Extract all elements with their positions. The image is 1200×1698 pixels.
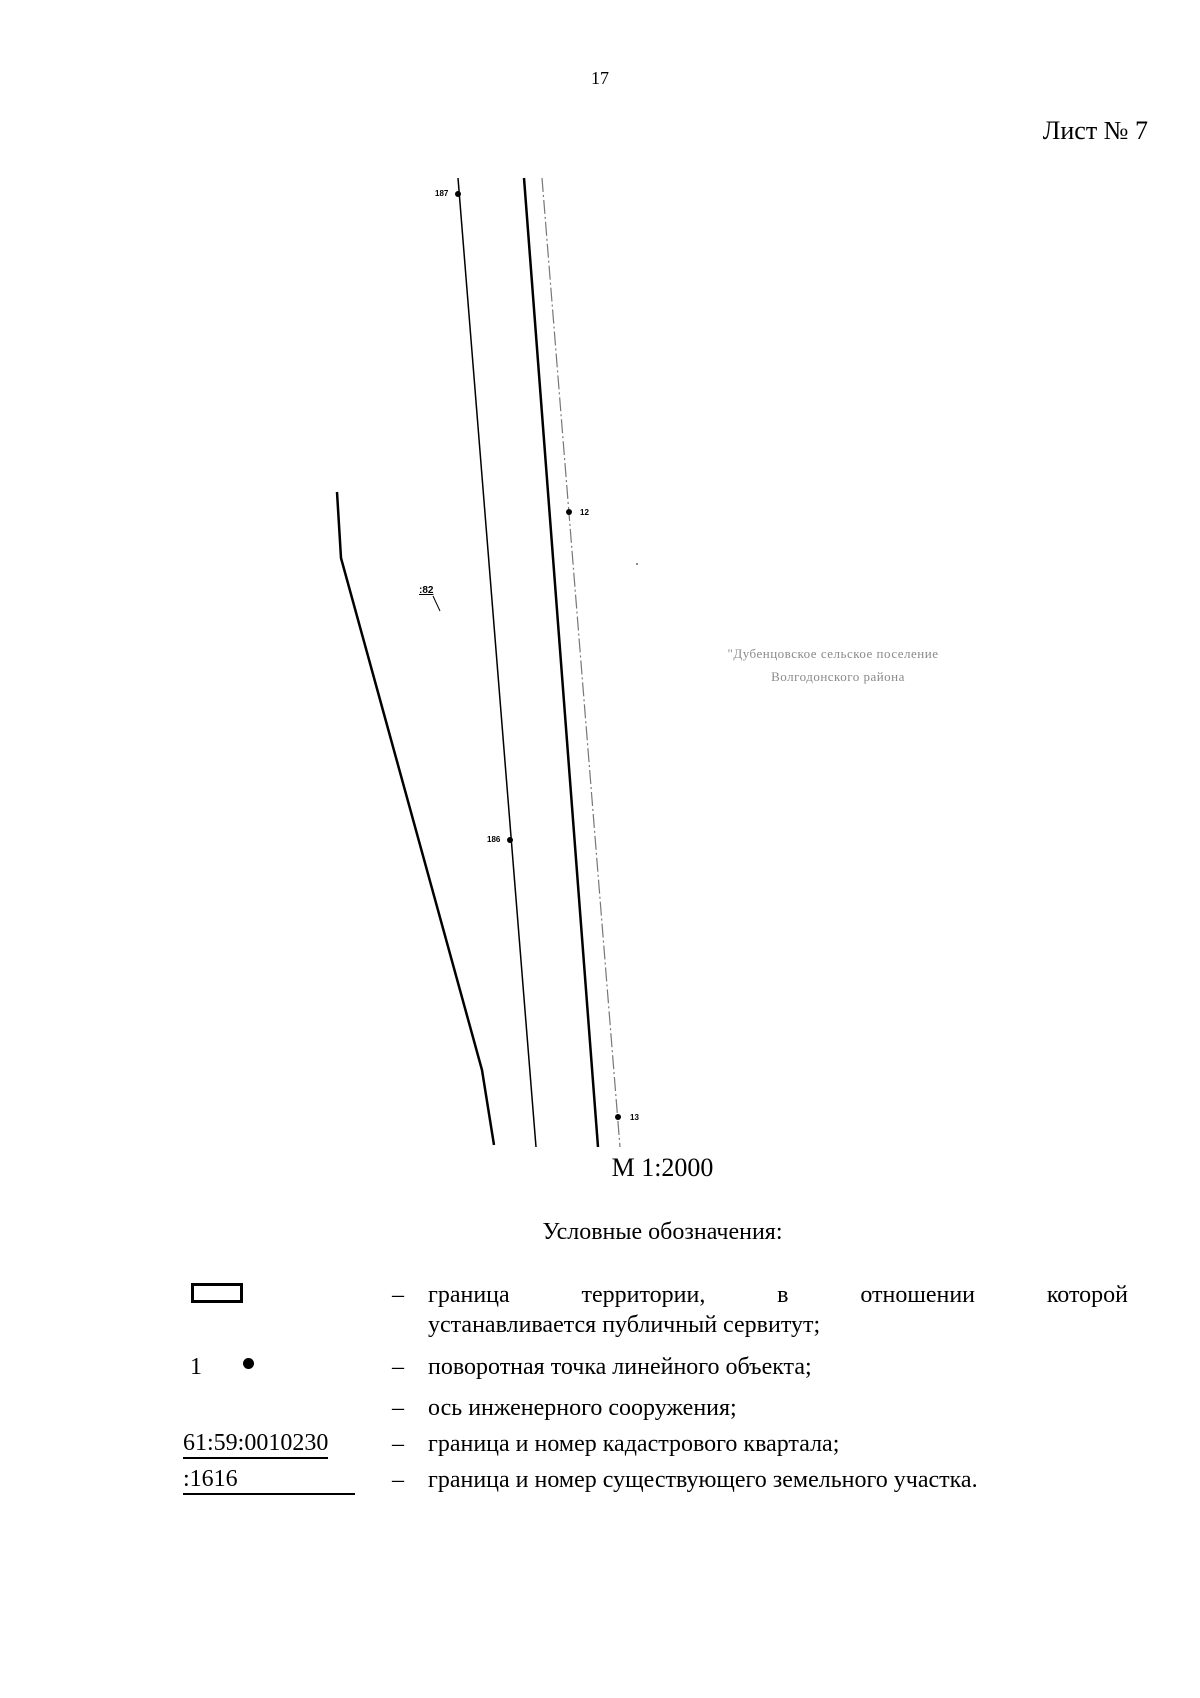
turning-point-number-symbol: 1 [190, 1354, 202, 1380]
legend-title: Условные обозначения: [542, 1219, 783, 1245]
legend-dash: – [392, 1282, 404, 1308]
legend-item-turning-point [0, 1352, 1200, 1382]
legend-dash: – [392, 1431, 404, 1457]
point-label-186: 186 [487, 835, 501, 844]
quarter-boundary-dashed [542, 178, 620, 1147]
legend-item-cadastral-quarter [0, 1429, 1200, 1459]
turning-point-12 [566, 509, 572, 515]
legend-dash: – [392, 1354, 404, 1380]
turning-point-186 [507, 837, 513, 843]
legend-text-line-1: граница территории, в отношении которой [428, 1282, 1128, 1308]
sheet-title: Лист № 7 [1042, 116, 1148, 145]
parcel-label: :82 [419, 585, 434, 596]
servitude-boundary-symbol [191, 1283, 243, 1303]
engineering-axis-line [524, 178, 598, 1147]
legend-text: ось инженерного сооружения; [428, 1395, 737, 1421]
point-label-187: 187 [435, 189, 449, 198]
legend-item-engineering-axis [0, 1393, 1200, 1423]
map-speck [636, 563, 638, 565]
legend-dash: – [392, 1467, 404, 1493]
parcel-boundary-line [337, 492, 494, 1145]
page-number: 17 [591, 68, 609, 88]
point-label-13: 13 [630, 1113, 639, 1122]
turning-point-13 [615, 1114, 621, 1120]
servitude-boundary-left [458, 178, 536, 1147]
legend-text: граница и номер существующего земельного участка. [428, 1467, 978, 1493]
legend-item-servitude-boundary [0, 1280, 1200, 1340]
legend-text: поворотная точка линейного объекта; [428, 1354, 812, 1380]
cadastral-quarter-symbol: 61:59:0010230 [183, 1429, 328, 1459]
legend-item-land-parcel [0, 1465, 1200, 1495]
legend-text-line-2: устанавливается публичный сервитут; [428, 1312, 821, 1338]
legend-dash: – [392, 1395, 404, 1421]
land-parcel-symbol: :1616 [183, 1465, 355, 1495]
turning-point-dot-symbol [243, 1358, 254, 1369]
area-label-line-1: "Дубенцовское сельское поселение [727, 646, 939, 661]
map-scale: М 1:2000 [611, 1153, 714, 1182]
turning-point-187 [455, 191, 461, 197]
parcel-label-leader [433, 596, 440, 611]
point-label-12: 12 [580, 508, 589, 517]
area-label-line-2: Волгодонского района [771, 669, 905, 684]
legend-text: граница и номер кадастрового квартала; [428, 1431, 840, 1457]
